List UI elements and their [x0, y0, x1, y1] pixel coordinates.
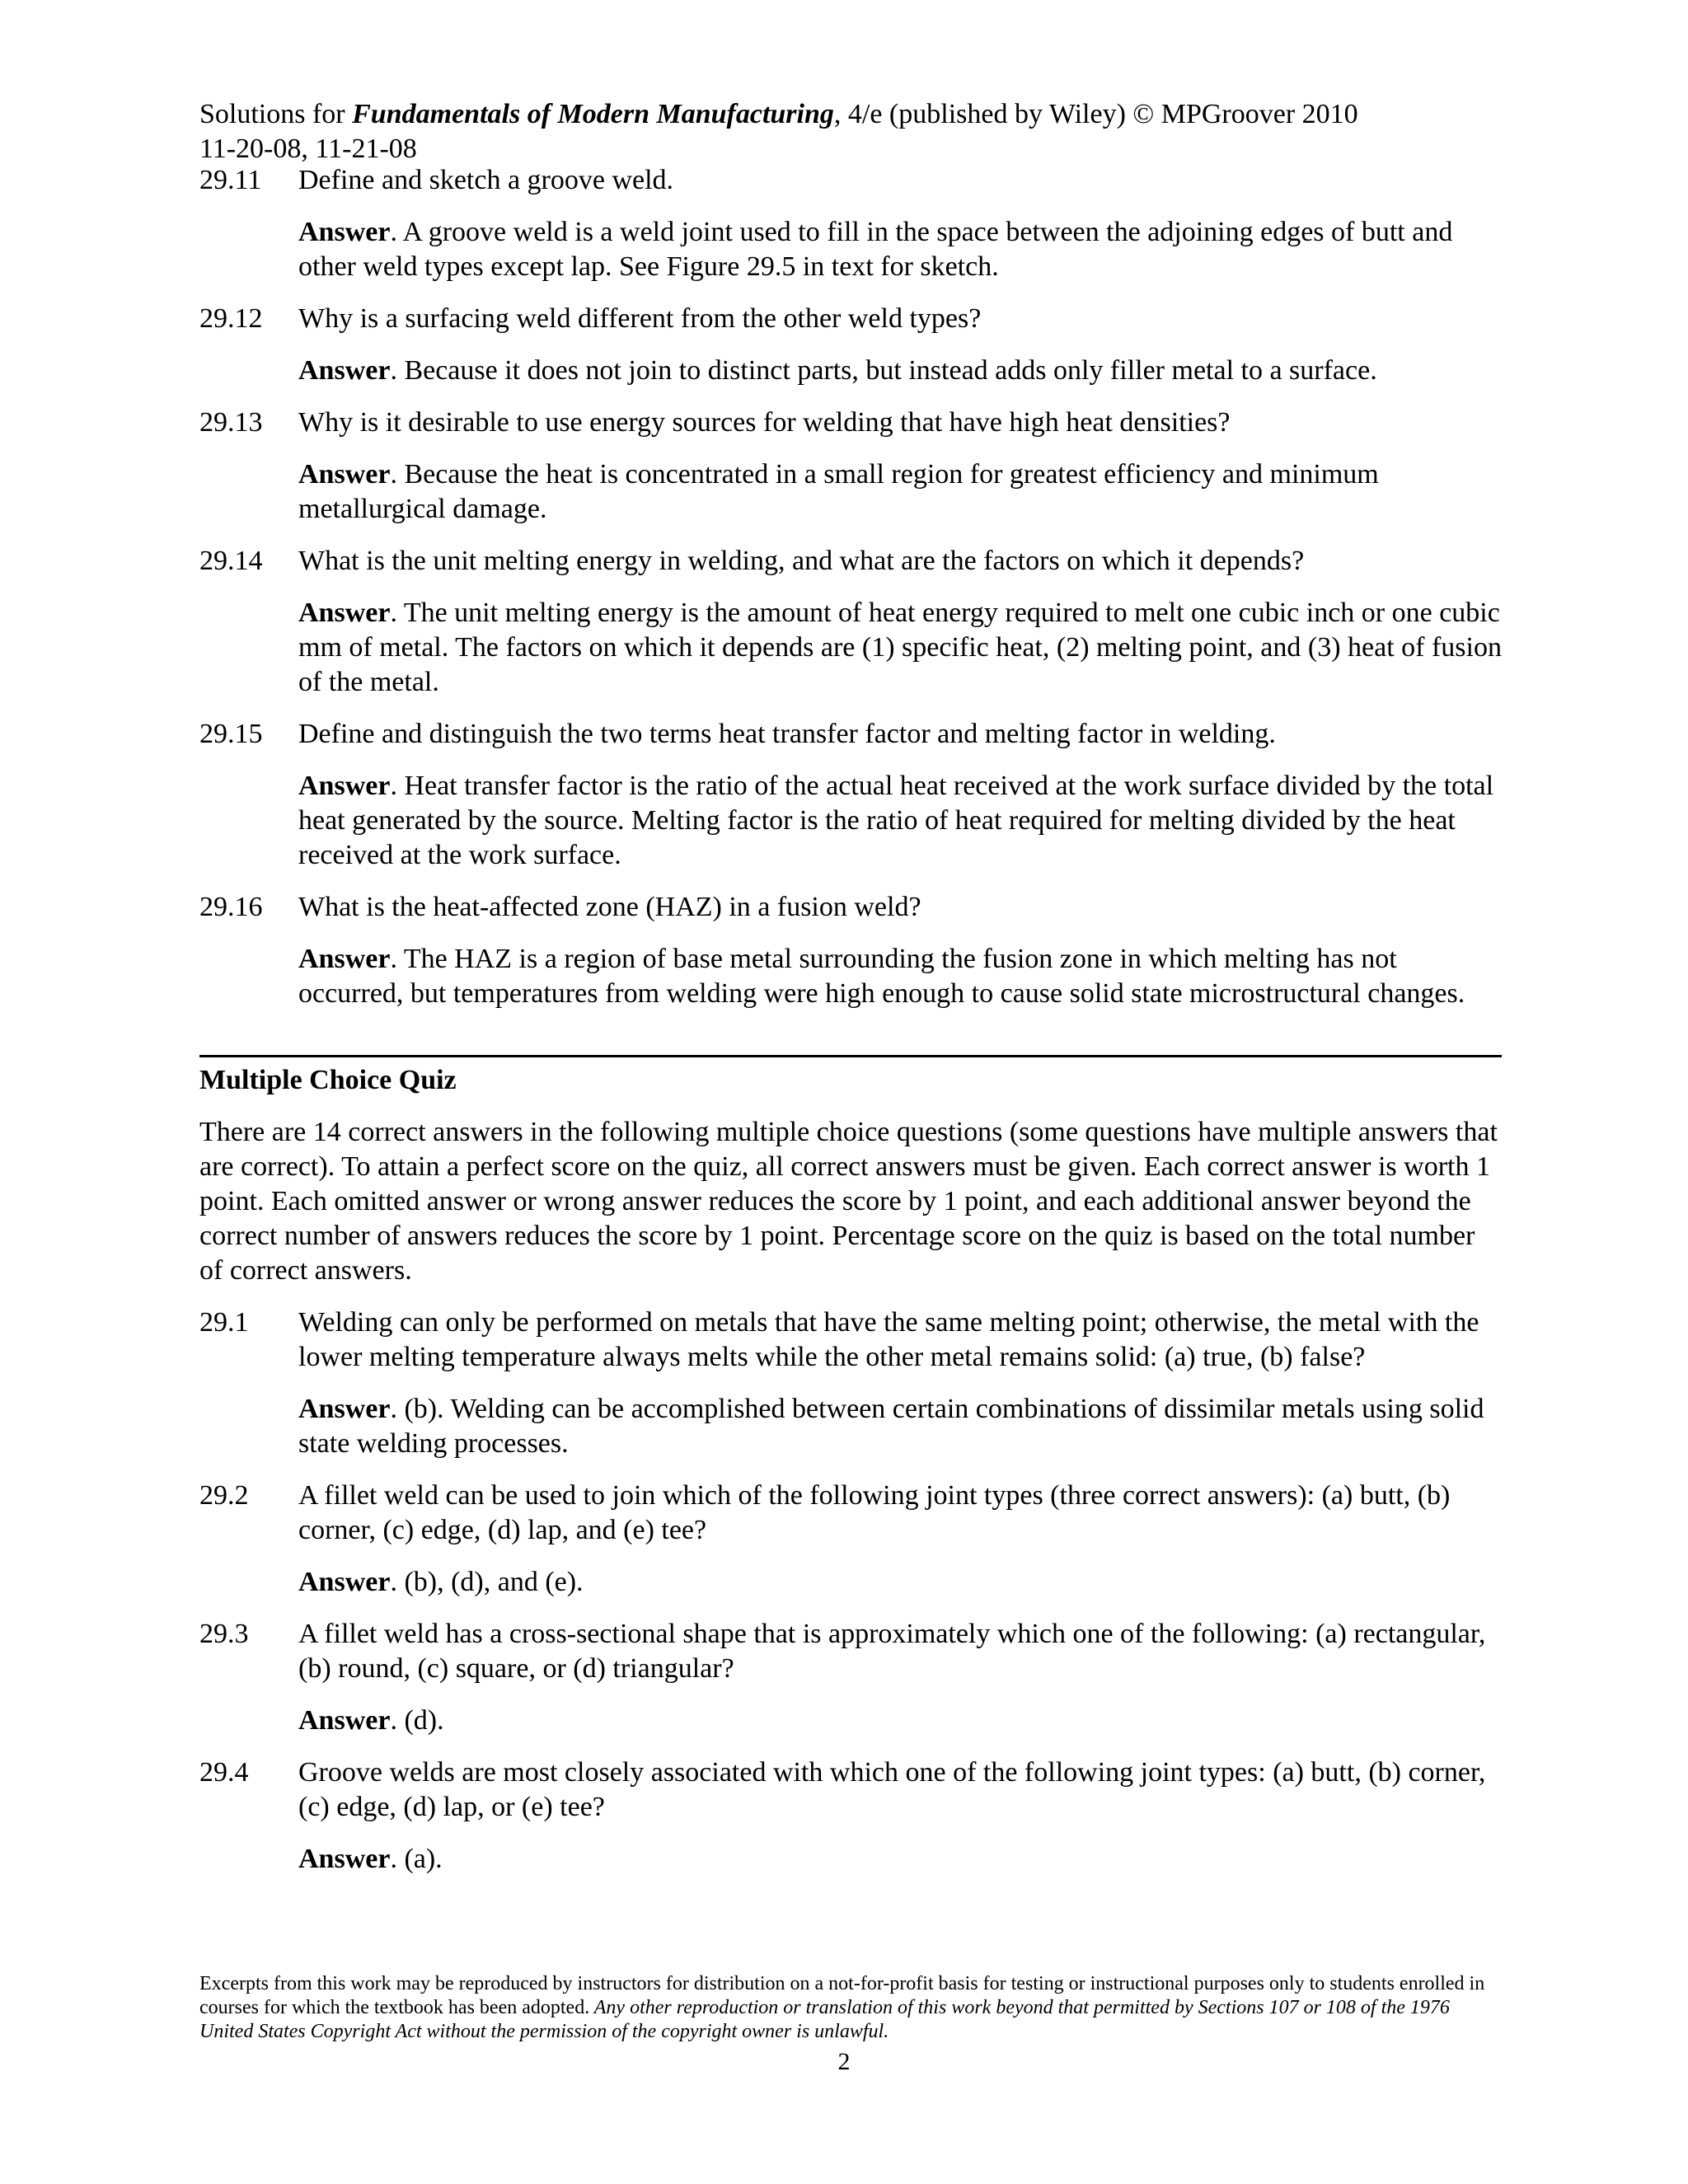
question-number: 29.14 — [199, 546, 263, 576]
answer-body: . (d). — [390, 1705, 444, 1736]
answer-label: Answer — [298, 459, 391, 490]
review-questions — [199, 163, 1502, 1011]
answer-text — [298, 942, 1502, 1011]
answer-label: Answer — [298, 1844, 391, 1874]
header-prefix: Solutions for — [199, 99, 353, 129]
quiz-item — [199, 1617, 1502, 1738]
question-number: 29.11 — [199, 165, 262, 195]
quiz-item — [199, 1479, 1502, 1600]
answer-label: Answer — [298, 217, 391, 247]
answer-label: Answer — [298, 771, 391, 801]
question-text: What is the unit melting energy in welding, and what are the factors on which it depends? — [298, 546, 1305, 576]
review-item — [199, 890, 1502, 1011]
quiz-intro: There are 14 correct answers in the following multiple choice questions (some questions have multiple answers that are correct). To attain a perfect score on the quiz, all correct answers must be given. Each correct answer is worth 1 point. Each omitted answer or wrong answer reduces the score by 1 point, and each additional answer beyond the correct number of answers reduces the score by 1 point. Percentage score on the quiz is based on the total number of correct answers. — [199, 1117, 1498, 1286]
review-item — [199, 717, 1502, 873]
header-suffix: , 4/e (published by Wiley) © MPGroover 2010 — [833, 99, 1358, 129]
book-title: Fundamentals of Modern Manufacturing — [352, 99, 834, 129]
answer-label: Answer — [298, 355, 391, 386]
question-number: 29.13 — [199, 407, 263, 438]
question-text: Define and sketch a groove weld. — [298, 165, 674, 195]
quiz-heading: Multiple Choice Quiz — [199, 1065, 457, 1095]
answer-body: . (b), (d), and (e). — [390, 1567, 584, 1597]
answer-text — [298, 457, 1502, 527]
answer-label: Answer — [298, 944, 391, 974]
answer-label: Answer — [298, 1394, 391, 1424]
question-text: A fillet weld can be used to join which of the following joint types (three correct answers): (a) butt, (b) corner, (c) edge, (d) lap, and (e) tee? — [298, 1480, 1451, 1545]
copyright-footer — [199, 1972, 1502, 2044]
header-title-line — [199, 97, 1502, 132]
answer-body: . Because it does not join to distinct parts, but instead adds only filler metal to a surface. — [390, 355, 1377, 386]
question-number: 29.12 — [199, 303, 263, 334]
question-text: Define and distinguish the two terms heat transfer factor and melting factor in welding. — [298, 719, 1276, 749]
question-number: 29.16 — [199, 892, 263, 922]
answer-label: Answer — [298, 598, 391, 628]
question-number: 29.3 — [199, 1619, 249, 1649]
question-text: Why is it desirable to use energy sources for welding that have high heat densities? — [298, 407, 1231, 438]
answer-text — [298, 596, 1502, 700]
multiple-choice-quiz — [199, 1063, 1502, 1877]
answer-text — [298, 215, 1502, 284]
answer-body: . The HAZ is a region of base metal surrounding the fusion zone in which melting has not occurred, but temperatures from welding were high enough to cause solid state microstructural changes. — [298, 944, 1465, 1009]
quiz-item — [199, 1755, 1502, 1877]
header-dates: 11-20-08, 11-21-08 — [199, 134, 417, 164]
section-divider — [199, 1055, 1502, 1057]
question-number: 29.1 — [199, 1307, 249, 1338]
answer-body: . Heat transfer factor is the ratio of the actual heat received at the work surface divided by the total heat generated by the source. Melting factor is the ratio of heat required for melting divided by the heat received at the work surface. — [298, 771, 1494, 870]
question-number: 29.4 — [199, 1757, 249, 1788]
page-header — [199, 97, 1502, 166]
review-item — [199, 405, 1502, 527]
question-number: 29.15 — [199, 719, 263, 749]
question-text: A fillet weld has a cross-sectional shape that is approximately which one of the following: (a) rectangular, (b) round, (c) square, or (d) triangular? — [298, 1619, 1486, 1684]
footer-italic-text: Any other reproduction or translation of this work beyond that permitted by Sections 107 or 108 of the 1976 United States Copyright Act without the permission of the copyright owner is unlawful. — [199, 1997, 1450, 2042]
answer-body: . (b). Welding can be accomplished between certain combinations of dissimilar metals using solid state welding processes. — [298, 1394, 1484, 1459]
answer-text — [298, 1842, 1502, 1877]
answer-body: . The unit melting energy is the amount of heat energy required to melt one cubic inch or one cubic mm of metal. The factors on which it depends are (1) specific heat, (2) melting point, and (3) heat of fusion of the metal. — [298, 598, 1502, 697]
footer-plain-text: Excerpts from this work may be reproduced by instructors for distribution on a not-for-profit basis for testing or instructional purposes only to students enrolled in courses for which the textbook has been adopted. — [199, 1973, 1485, 2018]
quiz-item — [199, 1305, 1502, 1461]
answer-text — [298, 1565, 1502, 1600]
answer-body: . (a). — [390, 1844, 443, 1874]
question-text: Groove welds are most closely associated with which one of the following joint types: (a) butt, (b) corner, (c) edge, (d) lap, or (e) tee? — [298, 1757, 1486, 1822]
answer-text — [298, 1392, 1502, 1461]
answer-text — [298, 354, 1502, 388]
question-text: Why is a surfacing weld different from the other weld types? — [298, 303, 982, 334]
review-item — [199, 302, 1502, 388]
review-item — [199, 163, 1502, 284]
question-text: What is the heat-affected zone (HAZ) in a fusion weld? — [298, 892, 921, 922]
answer-body: . A groove weld is a weld joint used to fill in the space between the adjoining edges of butt and other weld types except lap. See Figure 29.5 in text for sketch. — [298, 217, 1453, 282]
answer-label: Answer — [298, 1567, 391, 1597]
page-number: 2 — [837, 2048, 851, 2075]
question-number: 29.2 — [199, 1480, 249, 1511]
answer-text — [298, 1704, 1502, 1738]
answer-body: . Because the heat is concentrated in a small region for greatest efficiency and minimum metallurgical damage. — [298, 459, 1379, 524]
answer-text — [298, 769, 1502, 873]
question-text: Welding can only be performed on metals that have the same melting point; otherwise, the metal with the lower melting temperature always melts while the other metal remains solid: (a) true, (b) false? — [298, 1307, 1479, 1372]
answer-label: Answer — [298, 1705, 391, 1736]
review-item — [199, 544, 1502, 700]
